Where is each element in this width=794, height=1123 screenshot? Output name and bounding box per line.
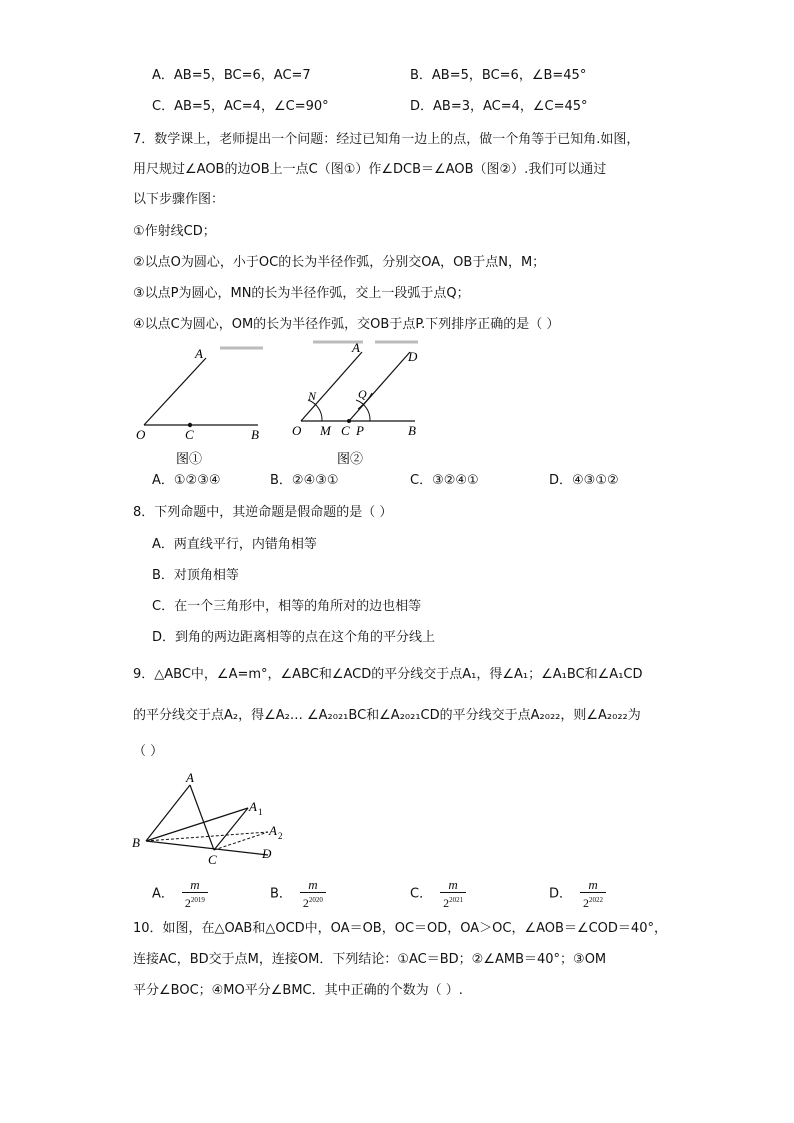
q8-option-b: B．对顶角相等: [152, 568, 239, 583]
q9-option-c-label: C．: [410, 886, 433, 902]
q6-option-b: B．AB=5，BC=6，∠B=45°: [410, 68, 587, 83]
fig1-label-b: B: [251, 427, 259, 442]
fig2-label-b: B: [408, 423, 416, 438]
q7-step-2: ②以点O为圆心，小于OC的长为半径作弧，分别交OA，OB于点N，M；: [133, 255, 546, 270]
fig1-label-c: C: [185, 427, 194, 442]
q9-stem-line-2: 的平分线交于点A₂，得∠A₂… ∠A₂₀₂₁BC和∠A₂₀₂₁CD的平分线交于点A₂₀₂₂，则∠A₂₀₂₂为: [133, 708, 641, 723]
q7-stem-line-1: 7．数学课上，老师提出一个问题：经过已知角一边上的点，做一个角等于已知角.如图，: [133, 132, 640, 147]
q9-option-a-label: A．: [152, 886, 174, 902]
q9-stem-line-3: （ ）: [133, 744, 164, 759]
q10-stem-line-1: 10．如图，在△OAB和△OCD中，OA＝OB，OC＝OD，OA＞OC，∠AOB＝∠COD＝40°，: [133, 921, 667, 936]
fig2-label-o: O: [292, 423, 302, 438]
figure-2: [292, 340, 418, 466]
q9-option-c: [410, 878, 466, 910]
q9-fig-label-a2-sub: 2: [278, 831, 283, 841]
fraction: $\frac{m}{2^{2022}}$: [580, 878, 606, 910]
q6-option-d: D．AB=3，AC=4，∠C=45°: [410, 99, 588, 114]
q10-stem-line-3: 平分∠BOC；④MO平分∠BMC．其中正确的个数为（ ）.: [133, 983, 463, 998]
q9-option-a: [152, 878, 208, 910]
fig2-label-d: D: [408, 349, 418, 364]
q9-fig-label-a1-sub: 1: [258, 807, 263, 817]
q7-option-a: A．①②③④: [152, 473, 221, 488]
fraction: $\frac{m}{2^{2020}}$: [300, 878, 326, 910]
q7-step-3: ③以点P为圆心，MN的长为半径作弧，交上一段弧于点Q；: [133, 286, 470, 301]
fig2-label-c: C: [341, 423, 350, 438]
q7-option-d: D．④③①②: [549, 473, 619, 488]
fig2-label-a: A: [352, 340, 360, 355]
q9-fig-label-a1: A: [249, 799, 257, 814]
fig2-label-m: M: [320, 423, 331, 438]
q9-fig-label-a: A: [186, 770, 194, 785]
fig2-label-n: N: [308, 389, 317, 403]
q8-stem: 8．下列命题中，其逆命题是假命题的是（ ）: [133, 505, 393, 520]
q7-step-1: ①作射线CD；: [133, 224, 216, 239]
q8-option-a: A．两直线平行，内错角相等: [152, 537, 317, 552]
fig2-caption: 图②: [337, 451, 364, 466]
q7-option-b: B．②④③①: [270, 473, 339, 488]
fraction: $\frac{m}{2^{2019}}$: [182, 878, 208, 910]
q8-option-d: D．到角的两边距离相等的点在这个角的平分线上: [152, 630, 436, 645]
fig1-label-o: O: [136, 427, 146, 442]
q6-option-c: C．AB=5，AC=4，∠C=90°: [152, 99, 329, 114]
q7-stem-line-3: 以下步骤作图：: [133, 192, 225, 207]
q9-option-d: [549, 878, 606, 910]
q7-figures: [128, 338, 428, 473]
q9-figure: [128, 768, 298, 868]
q9-fig-label-d: D: [262, 846, 272, 861]
q7-stem-line-2: 用尺规过∠AOB的边OB上一点C（图①）作∠DCB＝∠AOB（图②）.我们可以通过: [133, 162, 607, 177]
q9-fig-label-c: C: [208, 852, 217, 867]
q9-option-d-label: D．: [549, 886, 573, 902]
fig1-caption: 图①: [176, 451, 203, 466]
q7-option-c: C．③②④①: [410, 473, 479, 488]
figure-1: [136, 346, 259, 466]
q9-option-b-label: B．: [270, 886, 292, 902]
fraction: $\frac{m}{2^{2021}}$: [440, 878, 466, 910]
fig2-label-q: Q: [358, 387, 367, 401]
fig1-label-a: A: [195, 346, 203, 361]
q9-option-b: [270, 878, 326, 910]
q10-stem-line-2: 连接AC，BD交于点M，连接OM．下列结论：①AC＝BD；②∠AMB＝40°；③OM: [133, 952, 607, 967]
q9-stem-line-1: 9．△ABC中，∠A=m°，∠ABC和∠ACD的平分线交于点A₁，得∠A₁；∠A₁BC和∠A₁CD: [133, 667, 643, 682]
q9-fig-label-b: B: [132, 835, 140, 850]
q6-option-a: A．AB=5，BC=6，AC=7: [152, 68, 311, 83]
q7-step-4: ④以点C为圆心，OM的长为半径作弧，交OB于点P.下列排序正确的是（ ）: [133, 317, 560, 332]
q8-option-c: C．在一个三角形中，相等的角所对的边也相等: [152, 599, 422, 614]
fig2-label-p: P: [356, 423, 364, 438]
q9-fig-label-a2: A: [269, 823, 277, 838]
